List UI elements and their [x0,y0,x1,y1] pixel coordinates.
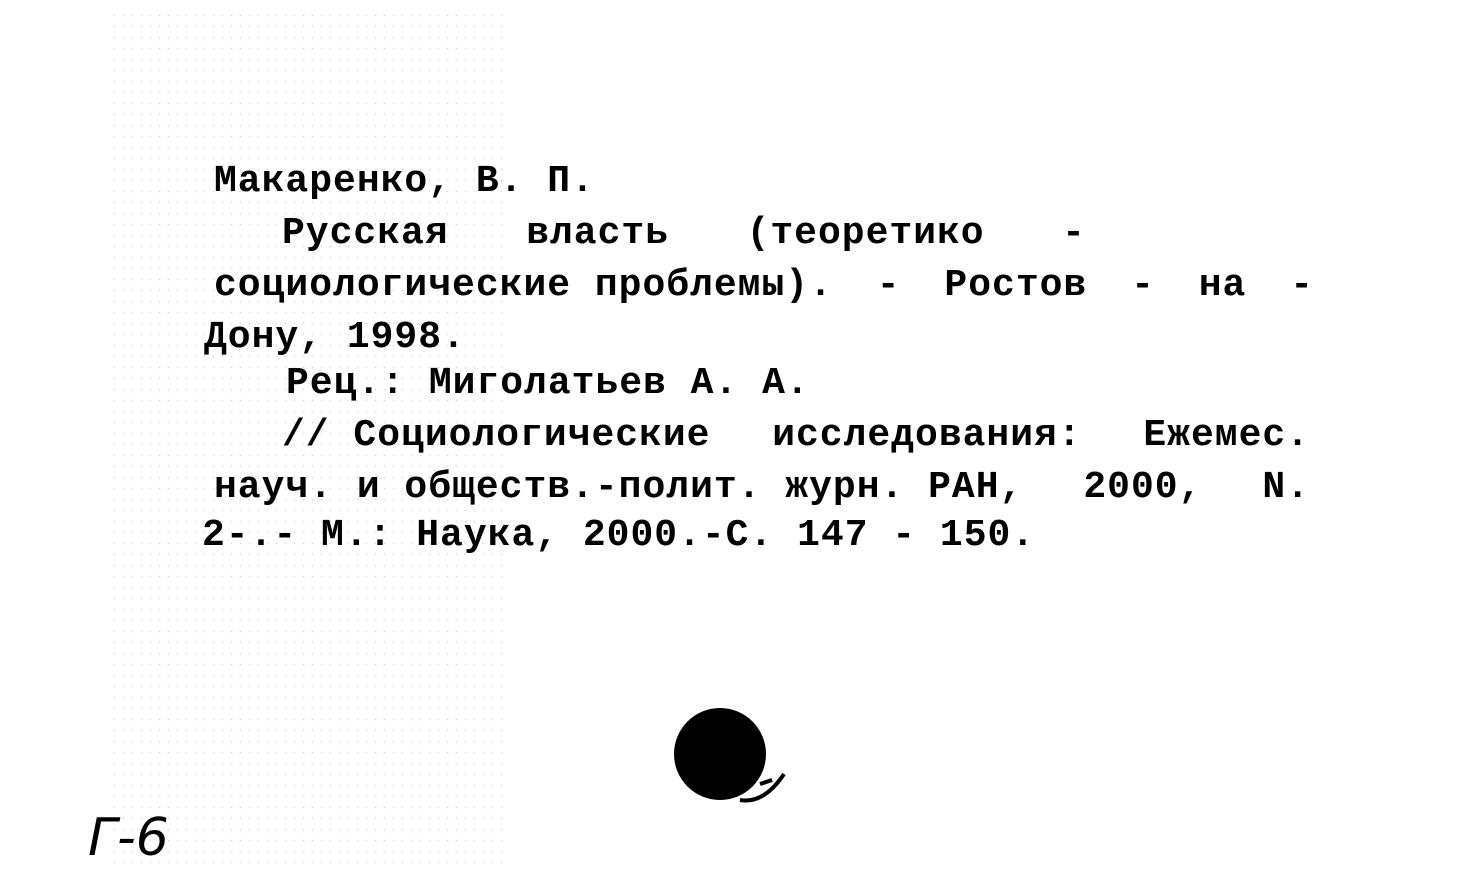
title-word: - [1062,212,1086,255]
title-word: на [1198,264,1247,307]
source-word: // Социологические [282,414,711,457]
title-line-2 [214,264,1314,308]
source-line-1 [282,414,1310,458]
source-word: Ежемес. [1143,414,1310,457]
title-line-1 [282,212,1086,256]
title-line-3: Дону, 1998. [204,316,466,359]
shelf-mark: Г-6 [88,808,169,868]
source-word: науч. и обществ.-полит. журн. РАН, [214,466,1024,509]
author-line: Макаренко, В. П. [214,160,595,203]
punch-hole-tear [738,770,788,804]
source-line-3: 2-.- М.: Наука, 2000.-С. 147 - 150. [202,514,1036,557]
title-word: (теоретико [746,212,985,255]
title-word: Русская [282,212,449,255]
source-word: исследования: [772,414,1082,457]
title-word: социологические проблемы). [214,264,833,307]
source-word: 2000, [1083,466,1203,509]
title-word: - [1131,264,1155,307]
review-line: Рец.: Миголатьев А. А. [286,362,810,405]
title-word: - [1290,264,1314,307]
source-line-2 [214,466,1310,510]
source-word: N. [1262,466,1310,509]
title-word: Ростов [944,264,1088,307]
title-word: власть [526,212,670,255]
title-word: - [876,264,901,307]
